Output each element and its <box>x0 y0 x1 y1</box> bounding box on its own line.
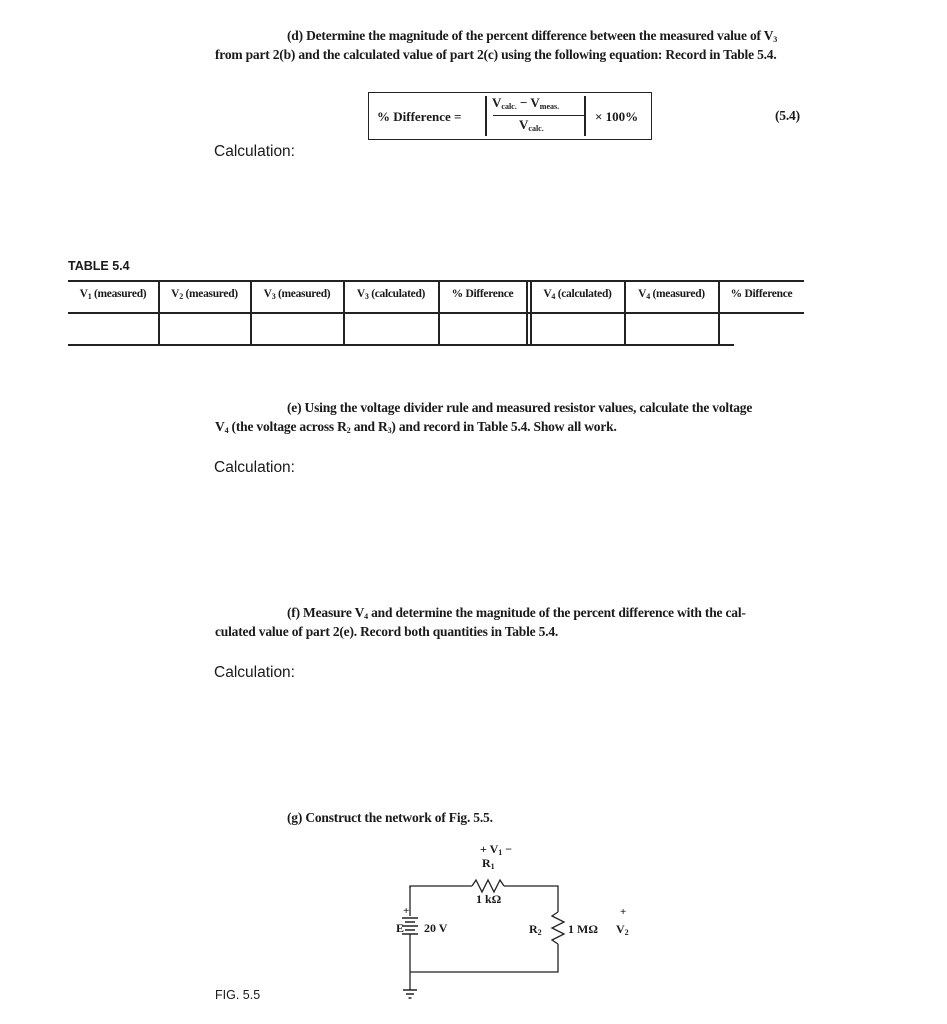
ground-icon <box>403 990 417 998</box>
equation-number: (5.4) <box>775 108 800 123</box>
abs-bar-left <box>485 96 487 136</box>
part-e-line2: $V_4$ (the voltage across $R_2$ and $R_3$) and record in Table 5.4. Show all work. <box>215 419 617 435</box>
r1-value: 1 kΩ <box>476 892 502 906</box>
part-d-line2: from part 2(b) and the calculated value of part 2(c) using the following equation: Record in Table 5.4. <box>215 47 777 62</box>
resistor-r2 <box>552 912 564 944</box>
source-value: 20 V <box>424 921 448 935</box>
calculation-label-d: Calculation: <box>214 143 295 160</box>
percent-difference-formula <box>368 92 652 140</box>
header-v4-measured: $V_4$ (measured) <box>638 288 705 301</box>
r2-label: $R_2$ <box>529 922 542 937</box>
part-d-line1: (d) Determine the magnitude of the percent difference between the measured value of $V_3$ <box>287 28 778 44</box>
calculation-label-e: Calculation: <box>214 459 295 476</box>
r2-value: 1 MΩ <box>568 922 598 936</box>
header-v2-measured: $V_2$ (measured) <box>171 288 238 301</box>
v2-plus: + <box>620 906 627 918</box>
table-5-4 <box>68 280 804 348</box>
header-percent-difference-2: % Difference <box>730 288 793 300</box>
table-cell[interactable] <box>345 314 438 344</box>
table-bottom-rule <box>68 344 734 346</box>
wire-top-right <box>504 886 558 912</box>
formula-denominator: $V_{calc.}$ <box>519 117 544 133</box>
table-cell[interactable] <box>720 314 804 344</box>
table-cell[interactable] <box>252 314 343 344</box>
header-percent-difference-1: % Difference <box>451 288 514 300</box>
v1-label: + $V_1$ − <box>480 842 513 857</box>
part-f-line2: culated value of part 2(e). Record both quantities in Table 5.4. <box>215 624 559 639</box>
r1-label: $R_1$ <box>482 856 495 871</box>
formula-times-100: × 100% <box>595 109 639 124</box>
resistor-r1 <box>472 880 504 892</box>
abs-bar-right <box>584 96 586 136</box>
table-title: TABLE 5.4 <box>68 259 130 273</box>
source-plus: + <box>403 905 410 917</box>
header-v4-calculated: $V_4$ (calculated) <box>543 288 612 301</box>
part-f-line1: (f) Measure $V_4$ and determine the magnitude of the percent difference with the cal- <box>287 605 746 621</box>
col-divider <box>526 280 528 345</box>
header-v1-measured: $V_1$ (measured) <box>79 288 147 301</box>
table-top-rule <box>68 280 804 282</box>
part-e-line1: (e) Using the voltage divider rule and measured resistor values, calculate the voltage <box>287 400 753 415</box>
header-v3-measured: $V_3$ (measured) <box>263 288 331 301</box>
table-cell[interactable] <box>532 314 624 344</box>
v2-label: $V_2$ <box>616 922 629 937</box>
figure-caption: FIG. 5.5 <box>215 988 261 1002</box>
wire-bottom <box>410 944 558 972</box>
formula-label: % Difference = <box>377 109 462 124</box>
formula-numerator: $V_{calc.} - V_{meas.}$ <box>492 95 560 111</box>
table-cell[interactable] <box>160 314 250 344</box>
table-cell[interactable] <box>626 314 718 344</box>
part-g-text: (g) Construct the network of Fig. 5.5. <box>287 810 493 825</box>
table-cell[interactable] <box>440 314 526 344</box>
calculation-label-f: Calculation: <box>214 664 295 681</box>
circuit-fig-5-5 <box>390 840 640 1010</box>
source-name: E <box>396 921 405 935</box>
table-cell[interactable] <box>68 314 158 344</box>
wire-top-left <box>410 886 472 888</box>
header-v3-calculated: $V_3$ (calculated) <box>356 288 426 301</box>
